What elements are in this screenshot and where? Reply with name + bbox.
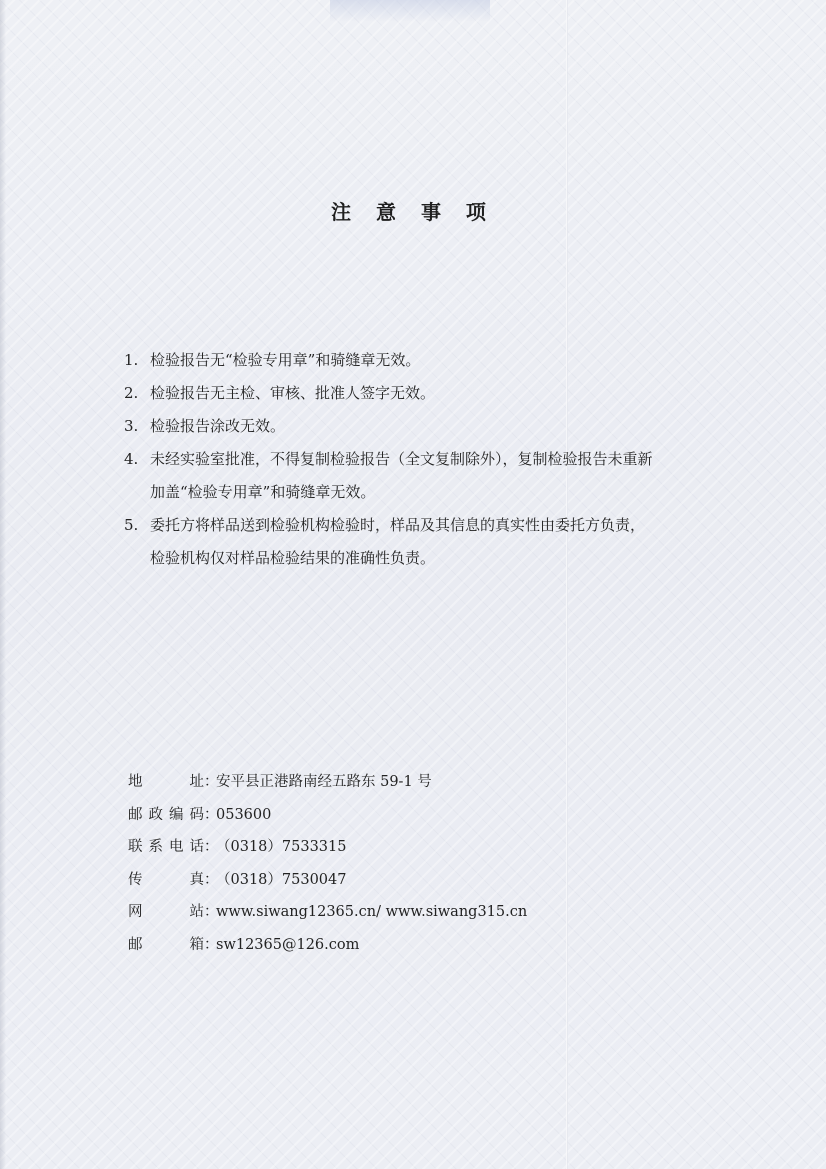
phone-value: （0318）7533315	[216, 839, 347, 856]
note-text: 检验报告涂改无效。	[150, 417, 286, 435]
contact-label: 联系电话	[128, 839, 204, 856]
contact-info	[128, 766, 728, 962]
contact-label: 地 址	[128, 774, 204, 790]
address-value: 安平县正港路南经五路东 59-1 号	[216, 774, 432, 790]
page-fold-line	[566, 0, 568, 1169]
note-item-3	[124, 410, 724, 443]
note-text: 检验报告无“检验专用章”和骑缝章无效。	[150, 351, 421, 369]
contact-address: 地 址 ： 安平县正港路南经五路东 59-1 号	[128, 766, 728, 799]
contact-label: 传 真	[128, 871, 204, 888]
note-item-2	[124, 377, 724, 410]
contact-website: 网 站 ： www.siwang12365.cn/ www.siwang315.cn	[128, 896, 728, 929]
note-text-line-2: 检验机构仅对样品检验结果的准确性负责。	[150, 549, 436, 567]
note-text	[150, 443, 724, 509]
note-item-1	[124, 344, 724, 377]
scan-left-shadow	[0, 0, 6, 1169]
contact-label: 网 站	[128, 904, 204, 921]
note-item-5	[124, 509, 724, 575]
email-value: sw12365@126.com	[216, 936, 360, 953]
contact-fax: 传 真 ： （0318）7530047	[128, 864, 728, 897]
page-title: 注 意 事 项	[331, 200, 495, 224]
website-value: www.siwang12365.cn/ www.siwang315.cn	[216, 904, 528, 921]
note-text-line-2: 加盖“检验专用章”和骑缝章无效。	[150, 483, 376, 501]
contact-phone: 联系电话 ： （0318）7533315	[128, 831, 728, 864]
contact-label: 邮政编码	[128, 806, 204, 823]
note-number: 2.	[124, 384, 139, 402]
contact-postcode: 邮政编码 ： 053600	[128, 799, 728, 832]
note-number: 1.	[124, 351, 139, 369]
note-number: 5.	[124, 516, 139, 534]
note-number: 4.	[124, 450, 139, 468]
note-text	[150, 509, 724, 575]
postcode-value: 053600	[216, 806, 272, 823]
note-number: 3.	[124, 417, 139, 435]
note-item-4	[124, 443, 724, 509]
scan-edge-mark	[330, 0, 490, 22]
note-text-line-1: 委托方将样品送到检验机构检验时，样品及其信息的真实性由委托方负责，	[150, 516, 646, 534]
note-text: 检验报告无主检、审核、批准人签字无效。	[150, 384, 436, 402]
fax-value: （0318）7530047	[216, 871, 347, 888]
contact-label: 邮 箱	[128, 936, 204, 953]
note-text-line-1: 未经实验室批准，不得复制检验报告（全文复制除外），复制检验报告未重新	[150, 450, 653, 468]
contact-email: 邮 箱 ： sw12365@126.com	[128, 929, 728, 962]
notes-list	[124, 344, 724, 575]
